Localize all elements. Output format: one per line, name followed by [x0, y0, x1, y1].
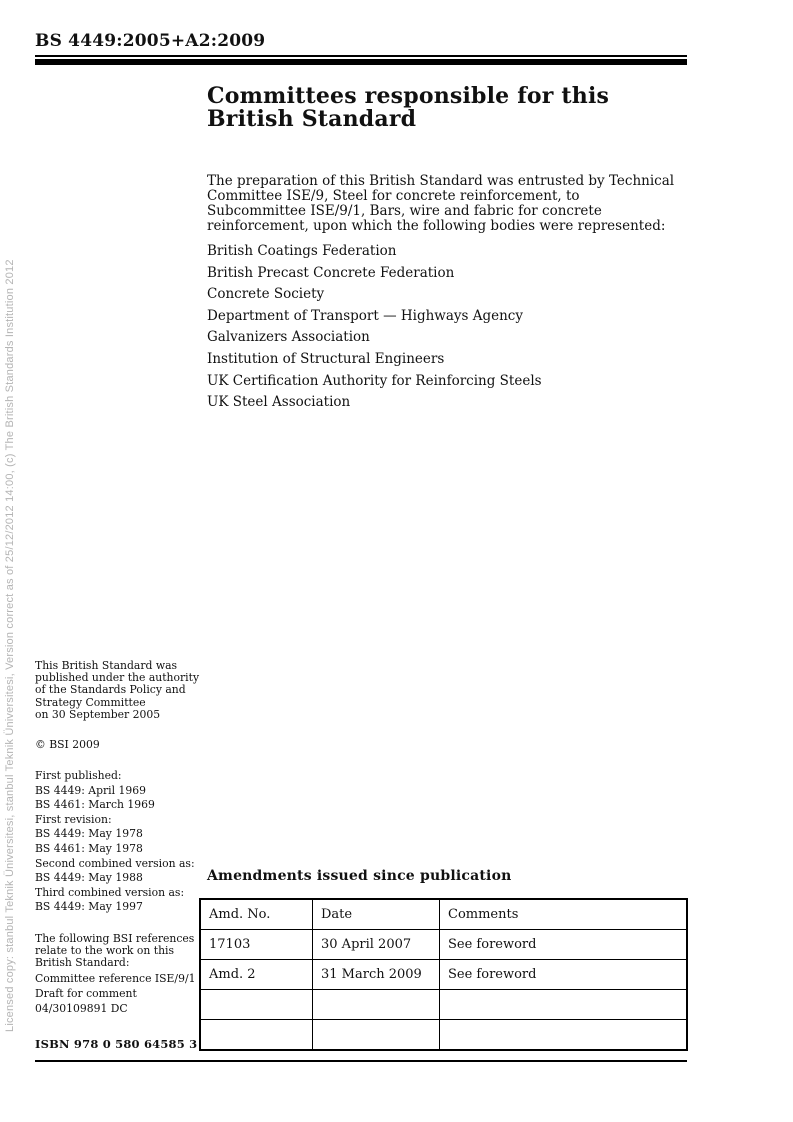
- draft-reference-number: 04/30109891 DC: [35, 1001, 128, 1015]
- reference-line: relate to the work on this: [35, 944, 175, 958]
- draft-for-comment-label: Draft for comment: [35, 986, 137, 1000]
- cell-date: 30 April 2007: [313, 930, 440, 960]
- history-line: Third combined version as:: [35, 885, 185, 899]
- list-item: Institution of Structural Engineers: [207, 350, 445, 367]
- cell-date: [313, 1020, 440, 1051]
- list-item: UK Certification Authority for Reinforcing Steels: [207, 372, 542, 389]
- cell-comments: [440, 1020, 688, 1051]
- list-item: British Precast Concrete Federation: [207, 264, 455, 281]
- cell-date: 31 March 2009: [313, 960, 440, 990]
- amendments-table: [199, 898, 688, 1051]
- history-line: BS 4449: May 1978: [35, 827, 143, 841]
- column-header-comments: Comments: [440, 899, 688, 930]
- column-header-amd-no: Amd. No.: [200, 899, 313, 930]
- page-title-line2: British Standard: [207, 106, 417, 132]
- imprint-column: [35, 660, 205, 1051]
- license-watermark: Licensed copy: stanbul Teknik Üniversitesi, stanbul Teknik Üniversitesi, Version correct as of 25/12/2012 14:00, (c) The British Standards Institution 2012: [4, 259, 16, 1032]
- footer-rule: [35, 1060, 687, 1062]
- isbn-number: ISBN 978 0 580 64585 3: [35, 1037, 198, 1052]
- header-rule-thin: [35, 55, 687, 57]
- list-item: Concrete Society: [207, 286, 325, 303]
- history-line: BS 4461: May 1978: [35, 841, 143, 855]
- header-rule-thick: [35, 59, 687, 65]
- copyright-notice: © BSI 2009: [35, 738, 100, 752]
- page-title: [207, 85, 609, 131]
- table-row: [200, 930, 687, 960]
- list-item: British Coatings Federation: [207, 243, 397, 259]
- authority-line: published under the authority: [35, 671, 200, 685]
- cell-comments: [440, 990, 688, 1020]
- table-row: [200, 1020, 687, 1051]
- cell-amd-no: [200, 990, 313, 1020]
- cell-amd-no: Amd. 2: [200, 960, 313, 990]
- page-title-line1: Committees responsible for this: [207, 83, 610, 109]
- document-reference: BS 4449:2005+A2:2009: [35, 31, 266, 51]
- history-line: BS 4449: May 1997: [35, 900, 143, 914]
- history-line: First revision:: [35, 812, 112, 826]
- list-item: Department of Transport — Highways Agency: [207, 307, 523, 324]
- amendments-heading: Amendments issued since publication: [207, 868, 512, 884]
- cell-comments: See foreword: [440, 930, 688, 960]
- authority-note: [35, 660, 205, 721]
- intro-paragraph: The preparation of this British Standard was entrusted by Technical Committee ISE/9, Steel for concrete reinforcement, to Subcommittee ISE/9/1, Bars, wire and fabric for concrete reinforcement, upon which the following bodies were represented:: [207, 172, 675, 234]
- history-line: BS 4449: May 1988: [35, 871, 143, 885]
- table-row: [200, 960, 687, 990]
- history-line: First published:: [35, 769, 122, 783]
- column-header-date: Date: [313, 899, 440, 930]
- bsi-references-note: [35, 933, 205, 1015]
- represented-bodies-list: [207, 241, 542, 414]
- authority-line: on 30 September 2005: [35, 707, 161, 721]
- history-line: BS 4449: April 1969: [35, 783, 146, 797]
- authority-line: This British Standard was: [35, 659, 178, 672]
- list-item: UK Steel Association: [207, 394, 351, 411]
- authority-line: of the Standards Policy and: [35, 683, 186, 697]
- history-line: BS 4461: March 1969: [35, 798, 155, 812]
- reference-line: British Standard:: [35, 956, 130, 970]
- table-row: [200, 990, 687, 1020]
- cell-amd-no: 17103: [200, 930, 313, 960]
- cell-date: [313, 990, 440, 1020]
- cell-comments: See foreword: [440, 960, 688, 990]
- cell-amd-no: [200, 1020, 313, 1051]
- history-line: Second combined version as:: [35, 856, 195, 870]
- authority-line: Strategy Committee: [35, 695, 146, 709]
- publication-history: [35, 769, 205, 915]
- reference-line: The following BSI references: [35, 931, 195, 945]
- committee-reference: Committee reference ISE/9/1: [35, 971, 196, 985]
- list-item: Galvanizers Association: [207, 329, 370, 346]
- table-header-row: [200, 899, 687, 930]
